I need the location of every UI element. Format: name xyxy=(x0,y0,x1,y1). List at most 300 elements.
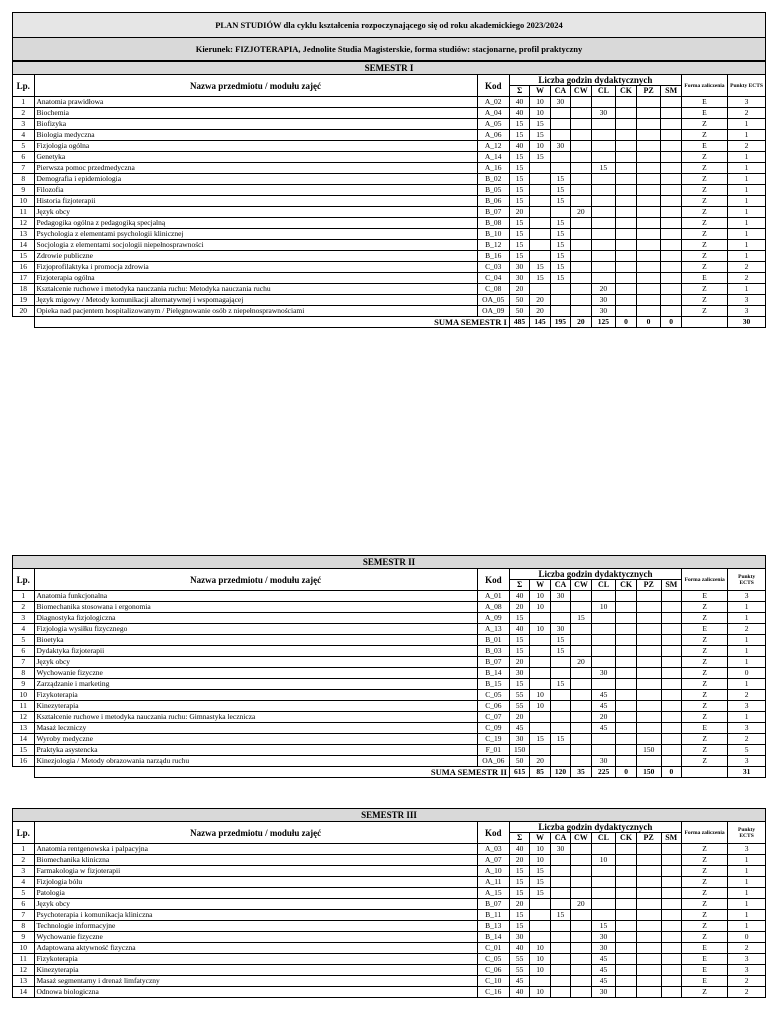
row-cell: 15 xyxy=(509,130,529,141)
table-row xyxy=(13,262,766,273)
row-cell xyxy=(616,229,636,240)
row-cell: E xyxy=(681,965,727,976)
row-cell xyxy=(550,207,570,218)
row-cell: 20 xyxy=(509,712,529,723)
row-cell: 0 xyxy=(728,668,766,679)
row-cell xyxy=(636,954,661,965)
row-cell: 30 xyxy=(591,932,616,943)
row-cell: 30 xyxy=(509,668,529,679)
row-cell: 1 xyxy=(728,613,766,624)
row-cell xyxy=(636,306,661,317)
row-cell: E xyxy=(681,976,727,987)
row-cell xyxy=(550,888,570,899)
table-row xyxy=(13,646,766,657)
row-subject-name: Farmakologia w fizjoterapii xyxy=(34,866,477,877)
row-cell: 15 xyxy=(530,130,550,141)
row-cell xyxy=(616,745,636,756)
row-cell: 30 xyxy=(591,668,616,679)
table-row xyxy=(13,273,766,284)
sum-ck: 0 xyxy=(616,767,636,778)
table-row xyxy=(13,196,766,207)
row-cell: 20 xyxy=(530,306,550,317)
table-row xyxy=(13,712,766,723)
row-lp: 2 xyxy=(13,855,35,866)
row-cell: 30 xyxy=(591,295,616,306)
row-lp: 10 xyxy=(13,690,35,701)
row-cell xyxy=(571,174,591,185)
row-cell xyxy=(636,635,661,646)
table-row xyxy=(13,855,766,866)
row-cell: Z xyxy=(682,690,728,701)
row-lp: 7 xyxy=(13,163,35,174)
row-cell: 45 xyxy=(591,976,616,987)
row-cell: E xyxy=(682,723,728,734)
row-cell: 15 xyxy=(550,196,570,207)
row-cell: Z xyxy=(682,745,728,756)
row-code: B_08 xyxy=(477,218,509,229)
row-lp: 3 xyxy=(13,119,35,130)
row-cell: 15 xyxy=(530,866,550,877)
row-cell: 15 xyxy=(550,229,570,240)
row-cell xyxy=(661,97,681,108)
row-cell xyxy=(616,185,636,196)
row-cell xyxy=(661,591,681,602)
row-cell xyxy=(550,723,570,734)
row-lp: 11 xyxy=(13,207,35,218)
row-cell xyxy=(661,712,681,723)
table-row xyxy=(13,745,766,756)
col-ck: CK xyxy=(616,86,636,97)
row-cell xyxy=(550,855,570,866)
row-subject-name: Pierwsza pomoc przedmedyczna xyxy=(34,163,477,174)
row-cell xyxy=(636,646,661,657)
row-cell xyxy=(661,185,681,196)
row-lp: 5 xyxy=(13,888,35,899)
row-cell xyxy=(636,701,661,712)
row-cell xyxy=(616,152,636,163)
row-code: B_02 xyxy=(477,174,509,185)
row-code: A_16 xyxy=(477,163,509,174)
row-subject-name: Opieka nad pacjentem hospitalizowanym / Pielęgnowanie osób z niepełnosprawnościami xyxy=(34,306,477,317)
row-cell xyxy=(636,987,661,998)
row-cell xyxy=(571,273,591,284)
row-lp: 3 xyxy=(13,866,35,877)
row-cell: 10 xyxy=(530,844,550,855)
row-code: C_06 xyxy=(477,701,509,712)
row-cell: 15 xyxy=(509,196,529,207)
row-cell xyxy=(616,624,636,635)
row-cell: 55 xyxy=(509,965,529,976)
row-subject-name: Pedagogika ogólna z pedagogiką specjalną xyxy=(34,218,477,229)
col-sm: SM xyxy=(661,86,681,97)
row-code: B_01 xyxy=(477,635,509,646)
row-lp: 12 xyxy=(13,712,35,723)
row-cell xyxy=(616,262,636,273)
row-cell xyxy=(530,668,550,679)
sum-ck: 0 xyxy=(616,317,636,328)
row-subject-name: Język obcy xyxy=(34,899,477,910)
row-cell xyxy=(550,163,570,174)
row-subject-name: Fizjologia bólu xyxy=(34,877,477,888)
row-cell: 15 xyxy=(509,163,529,174)
row-cell: 1 xyxy=(728,196,766,207)
row-cell xyxy=(636,262,661,273)
row-cell: E xyxy=(681,141,727,152)
row-cell: 150 xyxy=(636,745,661,756)
row-subject-name: Fizjoprofilaktyka i promocja zdrowia xyxy=(34,262,477,273)
row-cell xyxy=(550,899,570,910)
row-cell: 10 xyxy=(530,690,550,701)
row-subject-name: Wyroby medyczne xyxy=(34,734,477,745)
row-cell xyxy=(616,899,636,910)
row-cell xyxy=(550,602,570,613)
row-subject-name: Zdrowie publiczne xyxy=(34,251,477,262)
row-cell xyxy=(661,646,681,657)
row-cell xyxy=(550,295,570,306)
row-cell: 20 xyxy=(571,657,591,668)
row-cell xyxy=(616,723,636,734)
row-cell: 3 xyxy=(728,295,766,306)
row-cell xyxy=(661,855,681,866)
row-cell xyxy=(530,910,550,921)
row-cell: 1 xyxy=(728,251,766,262)
row-lp: 11 xyxy=(13,954,35,965)
row-cell xyxy=(661,130,681,141)
row-cell xyxy=(571,943,591,954)
row-cell xyxy=(636,756,661,767)
row-lp: 1 xyxy=(13,844,35,855)
table-row xyxy=(13,976,766,987)
row-cell xyxy=(616,756,636,767)
row-code: C_05 xyxy=(477,690,509,701)
row-subject-name: Fizykoterapia xyxy=(34,954,477,965)
row-cell xyxy=(571,921,591,932)
row-cell xyxy=(616,613,636,624)
row-cell xyxy=(661,756,681,767)
row-cell xyxy=(636,130,661,141)
semester-table xyxy=(12,808,766,998)
row-cell: 30 xyxy=(550,624,570,635)
row-cell: Z xyxy=(682,646,728,657)
row-cell xyxy=(591,866,616,877)
row-cell: 2 xyxy=(728,734,766,745)
row-cell xyxy=(661,987,681,998)
row-subject-name: Kinezjologia / Metody obrazowania narządu ruchu xyxy=(34,756,477,767)
row-cell: Z xyxy=(681,251,727,262)
row-cell xyxy=(571,119,591,130)
row-subject-name: Psychologia z elementami psychologii klinicznej xyxy=(34,229,477,240)
row-cell: 3 xyxy=(728,756,766,767)
row-cell: Z xyxy=(681,229,727,240)
row-cell xyxy=(530,163,550,174)
row-cell: Z xyxy=(681,174,727,185)
sum-label: SUMA SEMESTR II xyxy=(34,767,509,778)
row-subject-name: Masaż segmentarny i drenaż limfatyczny xyxy=(34,976,477,987)
row-cell xyxy=(550,987,570,998)
row-cell xyxy=(571,679,591,690)
row-cell xyxy=(636,218,661,229)
row-cell xyxy=(616,866,636,877)
semester-sum-row xyxy=(13,767,766,778)
row-code: A_06 xyxy=(477,130,509,141)
row-cell: 15 xyxy=(509,119,529,130)
row-cell xyxy=(636,921,661,932)
row-cell xyxy=(550,965,570,976)
row-lp: 1 xyxy=(13,97,35,108)
row-lp: 10 xyxy=(13,943,35,954)
row-cell: 30 xyxy=(509,734,529,745)
row-cell: Z xyxy=(681,207,727,218)
row-cell: 1 xyxy=(728,185,766,196)
row-cell xyxy=(636,668,661,679)
row-code: A_14 xyxy=(477,152,509,163)
row-cell: 30 xyxy=(509,262,529,273)
table-row xyxy=(13,679,766,690)
document-header xyxy=(12,12,766,61)
row-cell xyxy=(571,756,591,767)
row-subject-name: Biochemia xyxy=(34,108,477,119)
row-cell xyxy=(636,174,661,185)
row-cell xyxy=(616,701,636,712)
row-lp: 4 xyxy=(13,877,35,888)
row-cell: 45 xyxy=(591,954,616,965)
row-cell xyxy=(571,888,591,899)
row-cell xyxy=(591,119,616,130)
row-lp: 13 xyxy=(13,723,35,734)
row-cell xyxy=(661,119,681,130)
col-cl: CL xyxy=(591,833,616,844)
row-cell xyxy=(636,602,661,613)
sum-cw: 35 xyxy=(571,767,591,778)
table-row xyxy=(13,723,766,734)
row-cell xyxy=(636,163,661,174)
row-cell: 10 xyxy=(530,624,550,635)
row-lp: 16 xyxy=(13,262,35,273)
row-cell: 2 xyxy=(728,273,766,284)
col-form: Forma zaliczenia xyxy=(681,822,727,844)
row-cell xyxy=(661,273,681,284)
row-cell: 10 xyxy=(530,954,550,965)
row-code: A_03 xyxy=(477,844,509,855)
table-row xyxy=(13,185,766,196)
row-cell xyxy=(591,657,616,668)
table-row xyxy=(13,965,766,976)
row-cell xyxy=(636,866,661,877)
row-subject-name: Kształcenie ruchowe i metodyka nauczania ruchu: Gimnastyka lecznicza xyxy=(34,712,477,723)
row-cell xyxy=(591,635,616,646)
row-lp: 15 xyxy=(13,745,35,756)
row-code: C_07 xyxy=(477,712,509,723)
row-cell: 2 xyxy=(728,108,766,119)
row-cell: 1 xyxy=(728,877,766,888)
table-row xyxy=(13,657,766,668)
row-cell xyxy=(636,295,661,306)
row-cell xyxy=(550,613,570,624)
row-cell xyxy=(616,679,636,690)
row-cell xyxy=(571,723,591,734)
row-cell xyxy=(571,701,591,712)
row-cell: 1 xyxy=(728,174,766,185)
col-hours-group: Liczba godzin dydaktycznych xyxy=(509,569,681,580)
row-lp: 15 xyxy=(13,251,35,262)
row-cell xyxy=(661,284,681,295)
row-cell xyxy=(530,635,550,646)
row-lp: 5 xyxy=(13,141,35,152)
row-lp: 9 xyxy=(13,185,35,196)
col-pz: PZ xyxy=(636,580,661,591)
row-cell: Z xyxy=(682,613,728,624)
row-lp: 14 xyxy=(13,987,35,998)
col-cl: CL xyxy=(591,580,616,591)
table-row xyxy=(13,921,766,932)
row-cell xyxy=(530,196,550,207)
row-cell: 20 xyxy=(571,899,591,910)
row-cell: 3 xyxy=(728,97,766,108)
row-cell: 30 xyxy=(591,756,616,767)
row-subject-name: Język obcy xyxy=(34,207,477,218)
row-cell: 3 xyxy=(728,723,766,734)
row-cell xyxy=(530,207,550,218)
row-code: B_07 xyxy=(477,657,509,668)
row-cell xyxy=(591,174,616,185)
row-cell xyxy=(571,976,591,987)
row-cell: 40 xyxy=(509,987,529,998)
row-cell: 1 xyxy=(728,218,766,229)
row-cell: 1 xyxy=(728,866,766,877)
sum-pz: 0 xyxy=(636,317,661,328)
row-cell xyxy=(571,712,591,723)
row-code: B_06 xyxy=(477,196,509,207)
row-cell xyxy=(661,229,681,240)
row-cell xyxy=(550,284,570,295)
row-cell: 1 xyxy=(728,152,766,163)
table-row xyxy=(13,701,766,712)
row-code: B_14 xyxy=(477,932,509,943)
row-cell xyxy=(636,888,661,899)
row-cell: Z xyxy=(681,910,727,921)
row-cell xyxy=(530,646,550,657)
row-cell xyxy=(616,207,636,218)
row-subject-name: Patologia xyxy=(34,888,477,899)
row-cell xyxy=(661,844,681,855)
row-cell: 10 xyxy=(591,602,616,613)
row-code: B_07 xyxy=(477,899,509,910)
row-cell xyxy=(550,921,570,932)
col-form: Forma zaliczenia xyxy=(682,569,728,591)
row-cell: 40 xyxy=(509,624,529,635)
row-code: A_08 xyxy=(477,602,509,613)
row-subject-name: Odnowa biologiczna xyxy=(34,987,477,998)
row-cell xyxy=(661,196,681,207)
row-cell xyxy=(661,613,681,624)
row-cell: 3 xyxy=(728,844,766,855)
col-name: Nazwa przedmiotu / modułu zajęć xyxy=(34,822,477,844)
row-cell: E xyxy=(681,97,727,108)
row-code: B_14 xyxy=(477,668,509,679)
row-cell: 20 xyxy=(591,284,616,295)
row-cell xyxy=(661,932,681,943)
row-subject-name: Praktyka asystencka xyxy=(34,745,477,756)
row-cell: 30 xyxy=(550,844,570,855)
semester-table xyxy=(12,555,766,778)
row-cell xyxy=(571,624,591,635)
row-cell xyxy=(661,218,681,229)
row-cell xyxy=(616,635,636,646)
row-cell xyxy=(661,306,681,317)
row-cell xyxy=(550,668,570,679)
row-lp: 9 xyxy=(13,932,35,943)
row-cell xyxy=(571,987,591,998)
row-cell xyxy=(661,262,681,273)
row-subject-name: Anatomia prawidłowa xyxy=(34,97,477,108)
col-name: Nazwa przedmiotu / modułu zajęć xyxy=(34,569,477,591)
table-row xyxy=(13,218,766,229)
col-form: Forma zaliczenia xyxy=(681,75,727,97)
row-cell: 2 xyxy=(728,987,766,998)
row-cell xyxy=(591,624,616,635)
row-cell xyxy=(591,844,616,855)
row-code: A_02 xyxy=(477,97,509,108)
table-row xyxy=(13,591,766,602)
row-cell xyxy=(571,163,591,174)
col-sigma: Σ xyxy=(509,580,529,591)
row-cell: 1 xyxy=(728,284,766,295)
row-cell: Z xyxy=(682,602,728,613)
row-cell: 50 xyxy=(509,295,529,306)
row-cell: E xyxy=(681,954,727,965)
row-cell xyxy=(550,701,570,712)
row-cell xyxy=(661,734,681,745)
row-cell xyxy=(636,855,661,866)
row-lp: 12 xyxy=(13,965,35,976)
row-cell: Z xyxy=(681,196,727,207)
row-subject-name: Fizjoterapia ogólna xyxy=(34,273,477,284)
row-lp: 19 xyxy=(13,295,35,306)
plan-subtitle: Kierunek: FIZJOTERAPIA, Jednolite Studia Magisterskie, forma studiów: stacjonarne, profil praktyczny xyxy=(13,38,766,61)
sum-w: 145 xyxy=(530,317,550,328)
col-cw: CW xyxy=(571,86,591,97)
row-code: C_19 xyxy=(477,734,509,745)
row-cell xyxy=(661,657,681,668)
table-row xyxy=(13,756,766,767)
row-code: OA_09 xyxy=(477,306,509,317)
row-cell: 3 xyxy=(728,965,766,976)
table-row xyxy=(13,240,766,251)
row-cell: 10 xyxy=(530,591,550,602)
row-cell: 20 xyxy=(509,602,529,613)
row-cell: Z xyxy=(681,866,727,877)
row-subject-name: Biofizyka xyxy=(34,119,477,130)
row-cell: 5 xyxy=(728,745,766,756)
row-cell xyxy=(571,108,591,119)
sum-sm: 0 xyxy=(661,767,681,778)
row-lp: 2 xyxy=(13,602,35,613)
row-cell: 1 xyxy=(728,921,766,932)
col-lp: Lp. xyxy=(13,569,35,591)
row-cell xyxy=(571,877,591,888)
row-cell xyxy=(616,251,636,262)
row-cell: 15 xyxy=(509,174,529,185)
row-cell xyxy=(550,943,570,954)
row-cell xyxy=(571,910,591,921)
row-cell xyxy=(530,745,550,756)
row-cell xyxy=(571,965,591,976)
row-cell xyxy=(571,152,591,163)
row-cell xyxy=(571,591,591,602)
row-cell xyxy=(550,152,570,163)
row-cell: 1 xyxy=(728,163,766,174)
table-row xyxy=(13,207,766,218)
